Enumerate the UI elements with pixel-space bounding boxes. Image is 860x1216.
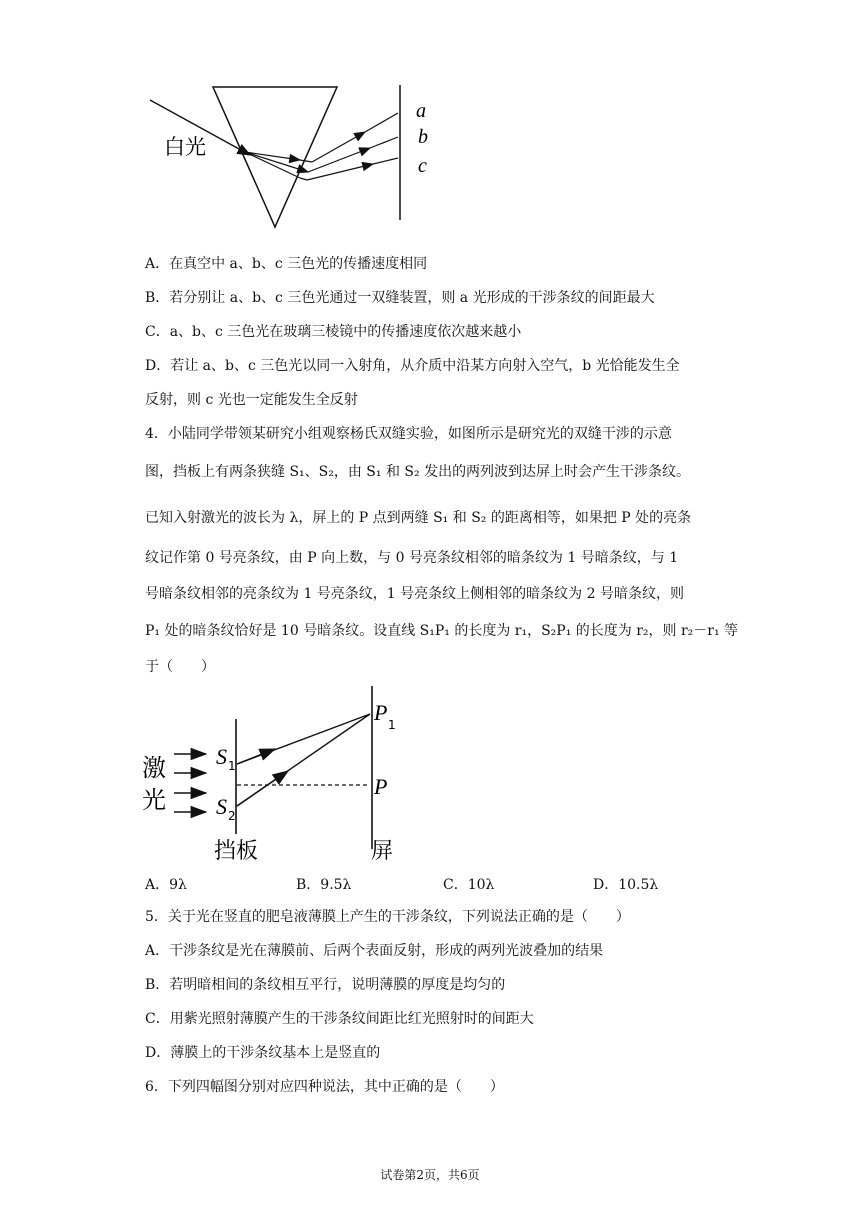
- ray-label-b: b: [418, 126, 428, 148]
- label-s1: S: [216, 744, 227, 769]
- q4-line-4: 纹记作第 0 号亮条纹，由 P 向上数，与 0 号亮条纹相邻的暗条纹为 1 号暗条纹，与 1: [145, 550, 679, 566]
- q3-option-c: C．a、b、c 三色光在玻璃三棱镜中的传播速度依次越来越小: [145, 324, 522, 340]
- q6-stem: 6．下列四幅图分别对应四种说法，其中正确的是（ ）: [145, 1079, 504, 1095]
- page-footer: 试卷第2页，共6页: [380, 1168, 480, 1182]
- label-screen: 屏: [371, 839, 394, 864]
- ray-b-out: [308, 148, 370, 172]
- q3-option-a: A．在真空中 a、b、c 三色光的传播速度相同: [145, 256, 428, 272]
- ray-c-out: [307, 164, 373, 180]
- ray-label-c: c: [418, 155, 427, 177]
- q4-line-5: 号暗条纹相邻的亮条纹为 1 号亮条纹，1 号亮条纹上侧相邻的暗条纹为 2 号暗条纹，则: [145, 586, 684, 602]
- q4-option-b: B．9.5λ: [296, 877, 352, 893]
- q3-option-d: D．若让 a、b、c 三色光以同一入射角，从介质中沿某方向射入空气，b 光恰能发生全: [145, 358, 680, 374]
- ray-b-internal: [245, 152, 308, 172]
- label-p: P: [374, 774, 388, 799]
- label-barrier: 挡板: [214, 839, 259, 864]
- q5-option-d: D．薄膜上的干涉条纹基本上是竖直的: [145, 1045, 381, 1061]
- label-laser-1: 激: [142, 754, 166, 782]
- q4-line-7: 于（ ）: [145, 659, 215, 675]
- q3-option-b: B．若分别让 a、b、c 三色光通过一双缝装置，则 a 光形成的干涉条纹的间距最大: [145, 290, 655, 306]
- label-p1: P: [374, 700, 388, 725]
- q4-line-6: P₁ 处的暗条纹恰好是 10 号暗条纹。设直线 S₁P₁ 的长度为 r₁，S₂P₁ 的长度为 r₂，则 r₂－r₁ 等: [145, 623, 739, 639]
- q4-line-2: 图，挡板上有两条狭缝 S₁、S₂，由 S₁ 和 S₂ 发出的两列波到达屏上时会产生干涉条纹。: [145, 464, 691, 480]
- incident-label: 白光: [164, 135, 206, 159]
- label-s1-sub: 1: [228, 759, 236, 773]
- q4-line-1: 4．小陆同学带领某研究小组观察杨氏双缝实验，如图所示是研究光的双缝干涉的示意: [145, 426, 672, 442]
- label-p1-sub: 1: [388, 718, 396, 732]
- prism: [213, 87, 337, 227]
- prism-figure: [140, 80, 450, 240]
- q5-option-c: C．用紫光照射薄膜产生的干涉条纹间距比红光照射时的间距大: [145, 1011, 534, 1027]
- q4-line-3: 已知入射激光的波长为 λ，屏上的 P 点到两缝 S₁ 和 S₂ 的距离相等，如果把 P 处的亮条: [145, 510, 692, 526]
- label-laser-2: 光: [142, 786, 166, 814]
- q5-stem: 5．关于光在竖直的肥皂液薄膜上产生的干涉条纹，下列说法正确的是（ ）: [145, 909, 630, 925]
- label-s2: S: [216, 794, 227, 819]
- ray-label-a: a: [416, 100, 426, 122]
- q4-option-a: A．9λ: [145, 877, 187, 893]
- label-s2-sub: 2: [228, 809, 236, 823]
- ray-a-out: [312, 132, 365, 162]
- q4-option-d: D．10.5λ: [593, 877, 659, 893]
- q3-option-d-cont: 反射，则 c 光也一定能发生全反射: [145, 392, 358, 408]
- q5-option-b: B．若明暗相间的条纹相互平行，说明薄膜的厚度是均匀的: [145, 977, 506, 993]
- q4-option-c: C．10λ: [443, 877, 495, 893]
- q5-option-a: A．干涉条纹是光在薄膜前、后两个表面反射，形成的两列光波叠加的结果: [145, 943, 604, 959]
- double-slit-figure: [140, 684, 420, 864]
